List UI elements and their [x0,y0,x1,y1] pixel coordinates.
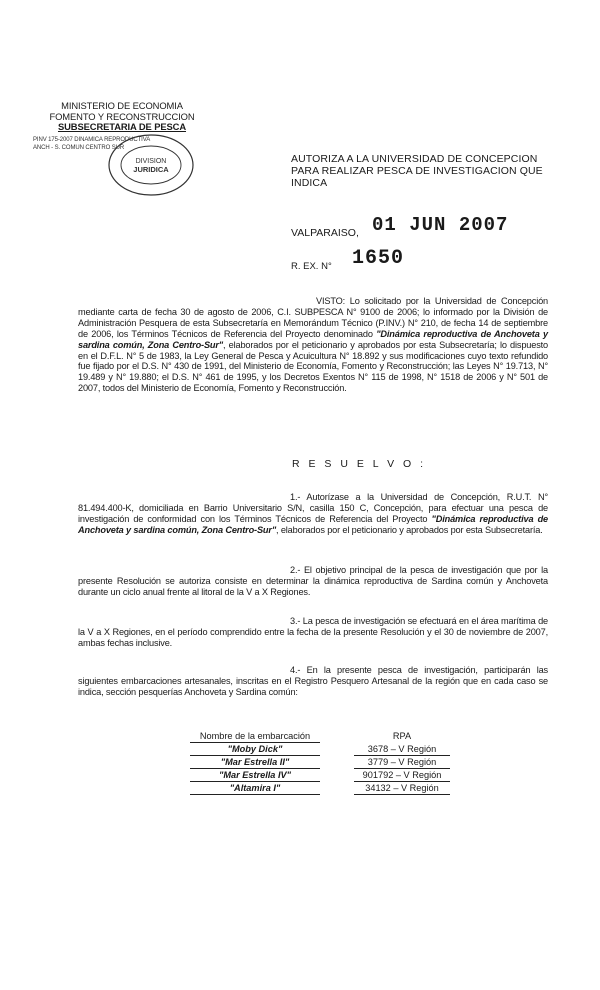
table-row [190,743,450,756]
reference-line: ANCH - S. COMUN CENTRO SUR [33,144,125,151]
vessel-name: "Altamira I" [190,782,320,795]
article-2 [78,565,548,598]
document-title: AUTORIZA A LA UNIVERSIDAD DE CONCEPCION PARA REALIZAR PESCA DE INVESTIGACION QUE INDICA [291,153,543,189]
visto-label: VISTO: [316,296,346,306]
article-text: , elaborados por el peticionario y aprobados por esta Subsecretaría. [276,524,543,535]
vessel-rpa: 3678 – V Región [354,743,450,756]
article-1 [78,492,548,536]
vessels-table [190,730,450,795]
stamp-center-text: JURIDICA [133,165,169,174]
vessel-rpa: 901792 – V Región [354,769,450,782]
column-header-rpa: RPA [392,731,412,742]
visto-text: , elaborados por el peticionario y aprobados por esta Subsecretaría; lo dispuesto en el D.F.L. N° 5 de 1983, la Ley General de Pesca y Acuicultura N° 18.892 y sus modificaciones cuyo texto refundido fue fijado por el D.S. N° 430 de 1991, del Ministerio de Economía, Fomento y Reconstrucción; las Leyes N° 19.713, N° 19.489 y N° 19.880; el D.S. N° 461 de 1995, y los Decretos Exentos N° 115 de 1998, N° 1518 de 2006 y N° 501 de 2007, todos del Ministerio de Economía, Fomento y Reconstrucción. [78,339,549,394]
visto-text: Lo solicitado por la Universidad de Concepción mediante carta de fecha 30 de agosto de 2006, C.I. SUBPESCA N° 9100 de 2006; lo informado por la División de Administración Pesquera de esta Subsecretaría en Memorándum Técnico (P.INV.) N° 210, de fecha 14 de septiembre de 2006, los Términos Técnicos de Referencia del Proyecto denominado [78,296,549,339]
vessel-name: "Mar Estrella II" [190,756,320,769]
vessel-name: "Moby Dick" [190,743,320,756]
vessel-rpa: 3779 – V Región [354,756,450,769]
article-text: 4.- En la presente pesca de investigación, participarán las siguientes embarcaciones artesanales, inscritas en el Registro Pesquero Artesanal de la región que en cada caso se indica, sección pesquerías Anchoveta y Sardina común: [78,665,548,697]
official-seal-stamp [105,133,197,197]
article-4 [78,665,548,698]
article-text: 2.- El objetivo principal de la pesca de investigación que por la presente Resolución se autoriza consiste en determinar la dinámica reproductiva de Sardina común y Anchoveta durante un ciclo anual frente al litoral de la V a X Regiones. [78,565,548,597]
table-header-row [190,730,450,743]
visto-paragraph [78,296,548,394]
place-label: VALPARAISO, [291,227,359,239]
ministry-line: MINISTERIO DE ECONOMIA [61,100,183,111]
stamp-center-text: DIVISION [135,158,167,165]
reference-line: PINV 175-2007 DINAMICA REPRODUCTIVA [33,137,151,143]
project-name: "Dinámica reproductiva de Anchoveta y sardina común, Zona Centro-Sur" [78,328,548,350]
vessel-name: "Mar Estrella IV" [190,769,320,782]
vessel-rpa: 34132 – V Región [354,782,450,795]
ministry-line: FOMENTO Y RECONSTRUCCION [49,110,195,122]
date-stamp: 01 JUN 2007 [372,214,509,236]
subsecretaria-line: SUBSECRETARIA DE PESCA [57,121,187,132]
resuelvo-heading: R E S U E L V O : [292,458,427,470]
article-3 [78,616,548,649]
table-row [190,782,450,795]
column-header-name: Nombre de la embarcación [190,730,320,743]
article-text: 3.- La pesca de investigación se efectuará en el área marítima de la V a X Regiones, en el período comprendido entre la fecha de la presente Resolución y el 30 de noviembre de 2007, ambas fechas inclusive. [78,616,548,648]
resolution-label: R. EX. N° [291,261,332,272]
project-name: "Dinámica reproductiva de Anchoveta y sardina común, Zona Centro-Sur" [78,513,548,535]
table-row [190,756,450,769]
resolution-number: 1650 [352,247,405,270]
article-text: 1.- Autorízase a la Universidad de Concepción, R.U.T. N° 81.494.400-K, domiciliada en Barrio Universitario S/N, casilla 150 C, Concepción, para efectuar una pesca de investigación de conformidad con los Términos Técnicos de Referencia del Proyecto [78,492,548,524]
table-row [190,769,450,782]
ministry-header [42,101,202,133]
